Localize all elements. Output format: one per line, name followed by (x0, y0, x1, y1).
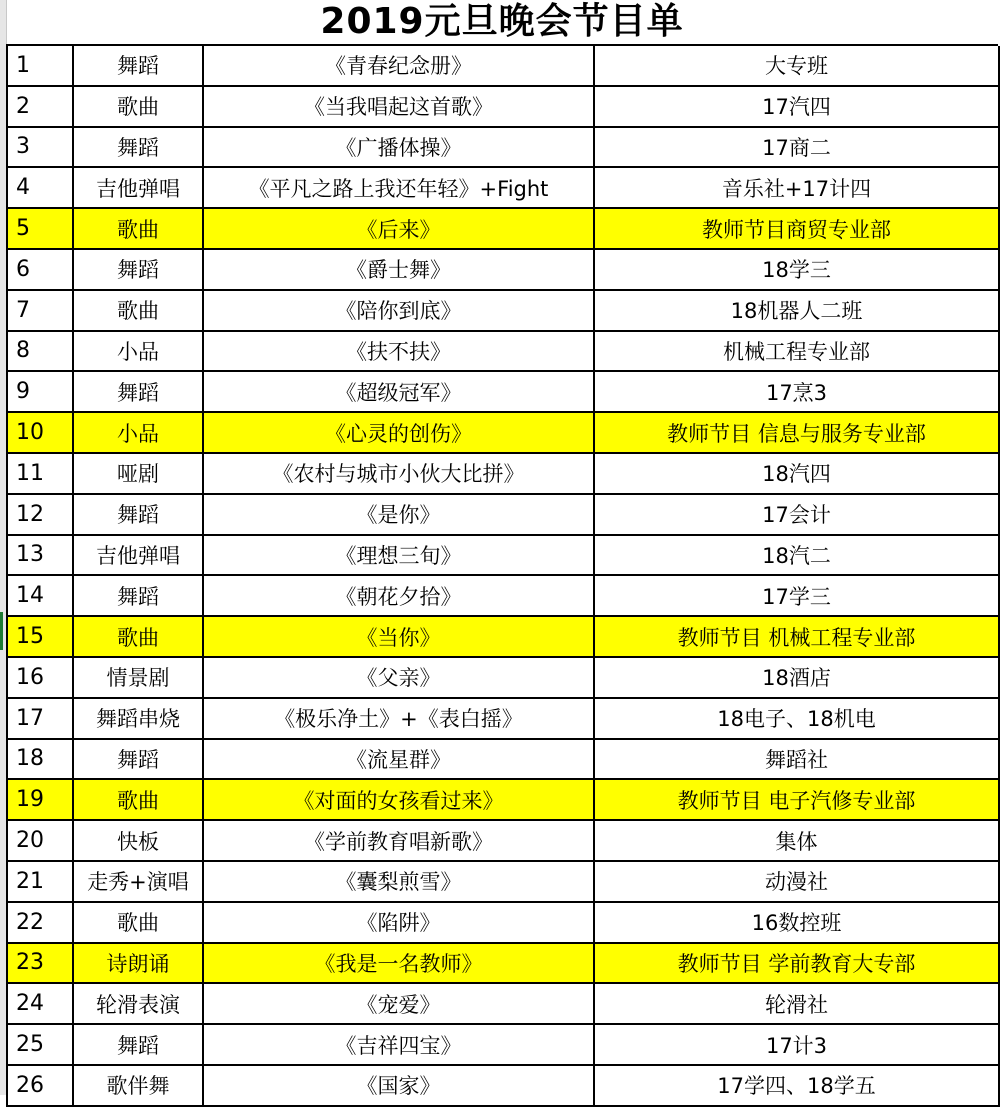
cell-performer[interactable]: 18电子、18机电 (594, 698, 999, 739)
cell-program-title[interactable]: 《理想三旬》 (203, 535, 594, 576)
cell-program-title[interactable]: 《吉祥四宝》 (203, 1024, 594, 1065)
cell-performer[interactable]: 17商二 (594, 127, 999, 168)
cell-performer[interactable]: 18学三 (594, 249, 999, 290)
cell-program-type[interactable]: 舞蹈 (73, 127, 203, 168)
cell-number[interactable]: 14 (7, 575, 73, 616)
cell-performer[interactable]: 动漫社 (594, 861, 999, 902)
cell-program-type[interactable]: 歌曲 (73, 86, 203, 127)
cell-number[interactable]: 16 (7, 657, 73, 698)
cell-program-title[interactable]: 《流星群》 (203, 739, 594, 780)
cell-number[interactable]: 1 (7, 46, 73, 86)
cell-program-type[interactable]: 舞蹈串烧 (73, 698, 203, 739)
cell-number[interactable]: 6 (7, 249, 73, 290)
cell-program-type[interactable]: 歌曲 (73, 616, 203, 657)
cell-program-title[interactable]: 《陪你到底》 (203, 290, 594, 331)
cell-program-title[interactable]: 《陷阱》 (203, 902, 594, 943)
cell-program-title[interactable]: 《超级冠军》 (203, 371, 594, 412)
cell-program-title[interactable]: 《爵士舞》 (203, 249, 594, 290)
cell-number[interactable]: 8 (7, 331, 73, 372)
table-row (7, 46, 999, 86)
cell-program-title[interactable]: 《广播体操》 (203, 127, 594, 168)
cell-program-type[interactable]: 诗朗诵 (73, 943, 203, 984)
cell-performer[interactable]: 16数控班 (594, 902, 999, 943)
cell-number[interactable]: 4 (7, 167, 73, 208)
selected-row-marker (0, 612, 3, 650)
cell-performer[interactable]: 舞蹈社 (594, 739, 999, 780)
table-row (7, 820, 999, 861)
cell-performer[interactable]: 18汽四 (594, 453, 999, 494)
cell-performer[interactable]: 18机器人二班 (594, 290, 999, 331)
cell-number[interactable]: 5 (7, 208, 73, 249)
table-row (7, 1065, 999, 1106)
table-row (7, 861, 999, 902)
program-table-body (7, 46, 999, 1106)
cell-number[interactable]: 17 (7, 698, 73, 739)
table-row (7, 249, 999, 290)
cell-number[interactable]: 12 (7, 494, 73, 535)
cell-program-title[interactable]: 《宠爱》 (203, 983, 594, 1024)
cell-program-title[interactable]: 《是你》 (203, 494, 594, 535)
cell-program-type[interactable]: 歌曲 (73, 208, 203, 249)
table-row (7, 1024, 999, 1065)
cell-program-type[interactable]: 走秀+演唱 (73, 861, 203, 902)
cell-program-type[interactable]: 歌曲 (73, 779, 203, 820)
cell-program-title[interactable]: 《扶不扶》 (203, 331, 594, 372)
cell-performer[interactable]: 教师节目商贸专业部 (594, 208, 999, 249)
cell-number[interactable]: 19 (7, 779, 73, 820)
cell-performer[interactable]: 教师节目 信息与服务专业部 (594, 412, 999, 453)
cell-program-type[interactable]: 吉他弹唱 (73, 535, 203, 576)
cell-program-type[interactable]: 舞蹈 (73, 249, 203, 290)
cell-program-type[interactable]: 歌曲 (73, 290, 203, 331)
cell-performer[interactable]: 教师节目 学前教育大专部 (594, 943, 999, 984)
cell-number[interactable]: 13 (7, 535, 73, 576)
cell-performer[interactable]: 17会计 (594, 494, 999, 535)
cell-program-title[interactable]: 《当你》 (203, 616, 594, 657)
cell-performer[interactable]: 教师节目 机械工程专业部 (594, 616, 999, 657)
table-row (7, 494, 999, 535)
table-row (7, 943, 999, 984)
cell-program-title[interactable]: 《父亲》 (203, 657, 594, 698)
cell-number[interactable]: 26 (7, 1065, 73, 1106)
table-row (7, 412, 999, 453)
cell-performer[interactable]: 17学三 (594, 575, 999, 616)
table-row (7, 167, 999, 208)
table-row (7, 698, 999, 739)
cell-performer[interactable]: 音乐社+17计四 (594, 167, 999, 208)
cell-program-title[interactable]: 《心灵的创伤》 (203, 412, 594, 453)
cell-program-title[interactable]: 《青春纪念册》 (203, 46, 594, 86)
table-row (7, 208, 999, 249)
table-row (7, 453, 999, 494)
table-row (7, 657, 999, 698)
cell-performer[interactable]: 18汽二 (594, 535, 999, 576)
cell-program-type[interactable]: 快板 (73, 820, 203, 861)
cell-performer[interactable]: 轮滑社 (594, 983, 999, 1024)
table-row (7, 779, 999, 820)
cell-program-type[interactable]: 舞蹈 (73, 575, 203, 616)
program-table (6, 46, 1000, 1107)
cell-number[interactable]: 23 (7, 943, 73, 984)
table-row (7, 535, 999, 576)
table-row (7, 902, 999, 943)
cell-program-type[interactable]: 舞蹈 (73, 1024, 203, 1065)
table-row (7, 739, 999, 780)
cell-program-title[interactable]: 《朝花夕拾》 (203, 575, 594, 616)
cell-number[interactable]: 3 (7, 127, 73, 168)
cell-program-type[interactable]: 情景剧 (73, 657, 203, 698)
cell-program-title[interactable]: 《农村与城市小伙大比拼》 (203, 453, 594, 494)
table-row (7, 86, 999, 127)
cell-program-type[interactable]: 轮滑表演 (73, 983, 203, 1024)
cell-program-title[interactable]: 《学前教育唱新歌》 (203, 820, 594, 861)
cell-performer[interactable]: 17烹3 (594, 371, 999, 412)
cell-number[interactable]: 22 (7, 902, 73, 943)
cell-program-title[interactable]: 《国家》 (203, 1065, 594, 1106)
cell-number[interactable]: 10 (7, 412, 73, 453)
cell-number[interactable]: 21 (7, 861, 73, 902)
cell-performer[interactable]: 17计3 (594, 1024, 999, 1065)
cell-program-type[interactable]: 吉他弹唱 (73, 167, 203, 208)
cell-program-title[interactable]: 《极乐净土》+《表白摇》 (203, 698, 594, 739)
cell-program-title[interactable]: 《囊梨煎雪》 (203, 861, 594, 902)
cell-performer[interactable]: 17汽四 (594, 86, 999, 127)
cell-performer[interactable]: 机械工程专业部 (594, 331, 999, 372)
table-row (7, 616, 999, 657)
cell-performer[interactable]: 教师节目 电子汽修专业部 (594, 779, 999, 820)
cell-number[interactable]: 24 (7, 983, 73, 1024)
cell-number[interactable]: 25 (7, 1024, 73, 1065)
cell-number[interactable]: 9 (7, 371, 73, 412)
cell-number[interactable]: 18 (7, 739, 73, 780)
table-row (7, 290, 999, 331)
spreadsheet (6, 0, 998, 1107)
cell-program-type[interactable]: 歌曲 (73, 902, 203, 943)
cell-program-title[interactable]: 《我是一名教师》 (203, 943, 594, 984)
table-row (7, 331, 999, 372)
cell-number[interactable]: 7 (7, 290, 73, 331)
cell-performer[interactable]: 17学四、18学五 (594, 1065, 999, 1106)
cell-program-type[interactable]: 舞蹈 (73, 371, 203, 412)
cell-performer[interactable]: 集体 (594, 820, 999, 861)
table-row (7, 371, 999, 412)
cell-program-type[interactable]: 哑剧 (73, 453, 203, 494)
cell-number[interactable]: 2 (7, 86, 73, 127)
table-row (7, 983, 999, 1024)
cell-number[interactable]: 11 (7, 453, 73, 494)
cell-program-title[interactable]: 《对面的女孩看过来》 (203, 779, 594, 820)
cell-program-type[interactable]: 舞蹈 (73, 739, 203, 780)
cell-program-title[interactable]: 《当我唱起这首歌》 (203, 86, 594, 127)
table-row (7, 127, 999, 168)
cell-program-type[interactable]: 舞蹈 (73, 494, 203, 535)
page-title[interactable]: 2019元旦晚会节目单 (6, 0, 998, 46)
cell-number[interactable]: 20 (7, 820, 73, 861)
cell-program-title[interactable]: 《平凡之路上我还年轻》+Fight (203, 167, 594, 208)
cell-program-type[interactable]: 小品 (73, 412, 203, 453)
cell-program-title[interactable]: 《后来》 (203, 208, 594, 249)
table-row (7, 575, 999, 616)
cell-program-type[interactable]: 歌伴舞 (73, 1065, 203, 1106)
cell-performer[interactable]: 大专班 (594, 46, 999, 86)
cell-program-type[interactable]: 小品 (73, 331, 203, 372)
cell-performer[interactable]: 18酒店 (594, 657, 999, 698)
cell-number[interactable]: 15 (7, 616, 73, 657)
cell-program-type[interactable]: 舞蹈 (73, 46, 203, 86)
